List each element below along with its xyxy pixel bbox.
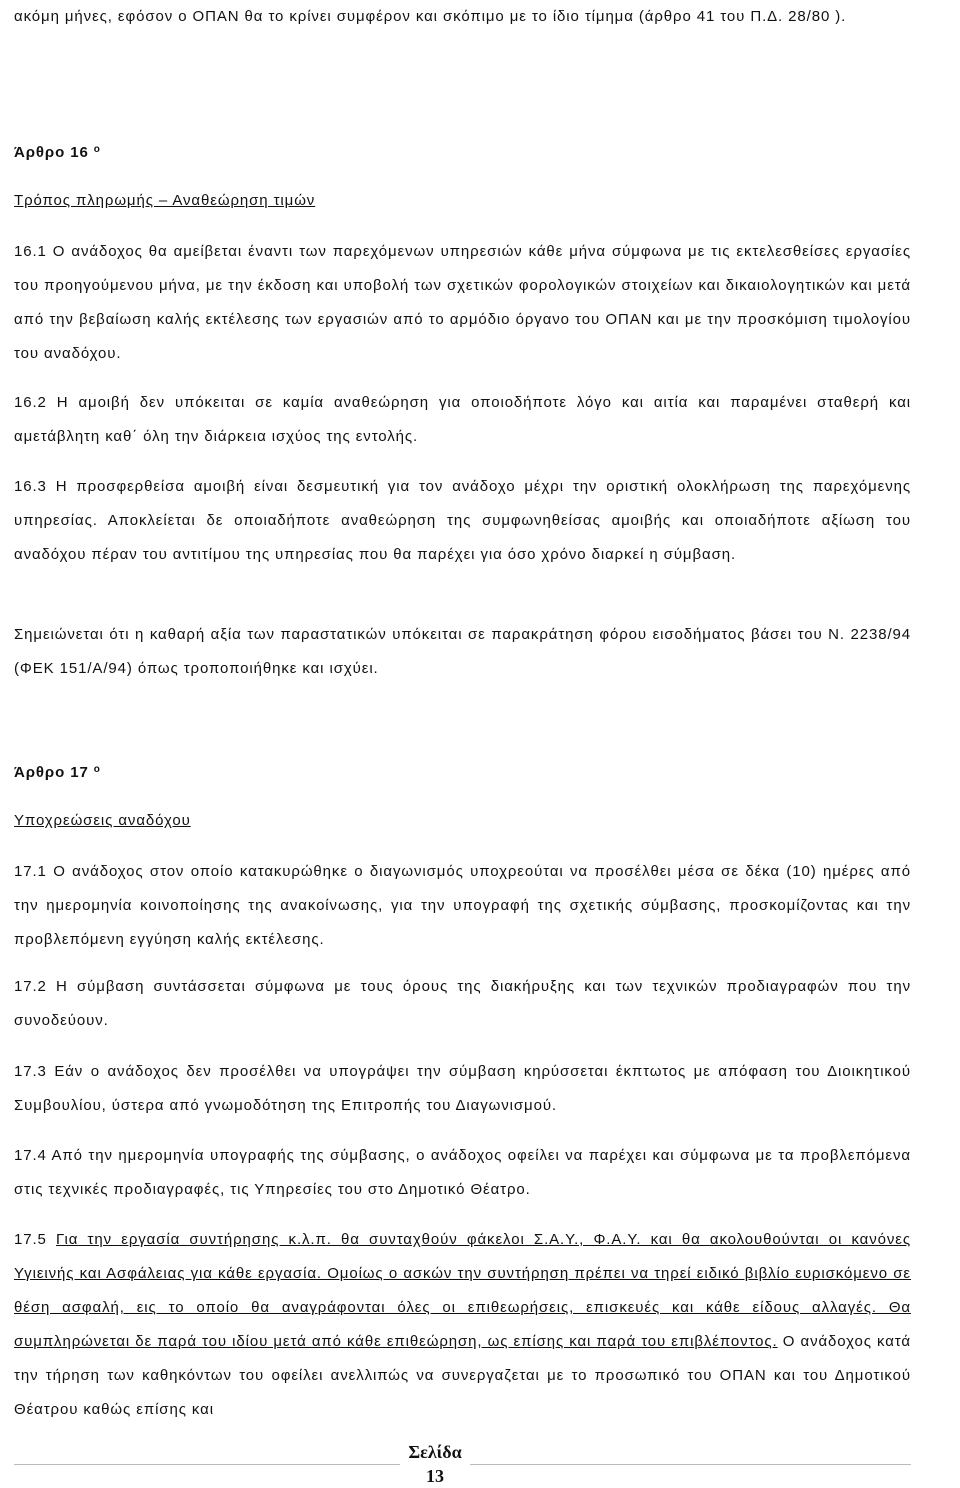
paragraph-continuation: ακόμη μήνες, εφόσον ο ΟΠΑΝ θα το κρίνει συμφέρον και σκόπιμο με το ίδιο τίμημα (άρθρο 41 του Π.Δ. 28/80 ). — [14, 8, 847, 25]
article-16-ordinal: ο — [93, 144, 100, 155]
article-16-heading — [14, 133, 911, 170]
paragraph-17-5 — [14, 1223, 911, 1427]
paragraph-16-2: 16.2 Η αμοιβή δεν υπόκειται σε καμία αναθεώρηση για οποιοδήποτε λόγο και αιτία και παραμένει σταθερή και αμετάβλητη καθ΄ όλη την διάρκεια ισχύος της εντολής. — [14, 394, 911, 445]
paragraph-17-1: 17.1 Ο ανάδοχος στον οποίο κατακυρώθηκε ο διαγωνισμός υποχρεούται να προσέλθει μέσα σε δέκα (10) ημέρες από την ημερομηνία κοινοποίησης της ανακοίνωσης, για την υπογραφή της σχετικής σύμβασης, προσκομίζοντας και την προβλεπόμενη εγγύηση καλής εκτέλεσης. — [14, 863, 911, 948]
page-label: Σελίδα — [408, 1442, 462, 1462]
paragraph-17-5-text: Ο ανάδοχος κατά την τήρηση των καθηκόντων του οφείλει ανελλιπώς να συνεργαζεται με το προσωπικό του ΟΠΑΝ και του Δημοτικού Θέατρου καθώς επίσης και — [14, 1333, 911, 1418]
paragraph-16-3: 16.3 Η προσφερθείσα αμοιβή είναι δεσμευτική για τον ανάδοχο μέχρι την οριστική ολοκλήρωση της παρεχόμενης υπηρεσίας. Αποκλείεται δε οποιαδήποτε αναθεώρηση της συμφωνηθείσας αμοιβής και οποιαδήποτε αξίωση του αναδόχου πέραν του αντιτίμου της υπηρεσίας που θα παρέχει για όσο χρόνο διαρκεί η σύμβαση. — [14, 478, 911, 563]
article-16-subtitle: Τρόπος πληρωμής – Αναθεώρηση τιμών — [14, 192, 316, 209]
page-number-footer — [400, 1440, 470, 1488]
paragraph-16-1: 16.1 Ο ανάδοχος θα αμείβεται έναντι των παρεχόμενων υπηρεσιών κάθε μήνα σύμφωνα με τις εκτελεσθείσες εργασίες του προηγούμενου μήνα, με την έκδοση και υποβολή των σχετικών φορολογικών στοιχείων και δικαιολογητικών και μετά από την βεβαίωση καλής εκτέλεσης των εργασιών από το αρμόδιο όργανο του ΟΠΑΝ και με την προσκόμιση τιμολογίου του αναδόχου. — [14, 243, 911, 362]
article-16-title: Άρθρο 16 — [14, 144, 89, 161]
article-17-heading — [14, 753, 911, 790]
article-17-ordinal: ο — [93, 764, 100, 775]
paragraph-17-5-number: 17.5 — [14, 1231, 57, 1248]
article-17-title: Άρθρο 17 — [14, 764, 89, 781]
paragraph-tax-note: Σημειώνεται ότι η καθαρή αξία των παραστατικών υπόκειται σε παρακράτηση φόρου εισοδήματος βάσει του Ν. 2238/94 (ΦΕΚ 151/Α/94) όπως τροποποιήθηκε και ισχύει. — [14, 626, 911, 677]
paragraph-17-4: 17.4 Από την ημερομηνία υπογραφής της σύμβασης, ο ανάδοχος οφείλει να παρέχει και σύμφωνα με τα προβλεπόμενα στις τεχνικές προδιαγραφές, τις Υπηρεσίες του στο Δημοτικό Θέατρο. — [14, 1147, 911, 1198]
paragraph-17-5-underlined-text: Για την εργασία συντήρησης κ.λ.π. θα συνταχθούν φάκελοι Σ.Α.Υ., Φ.Α.Υ. και θα ακολουθούνται οι κανόνες Υγιεινής και Ασφάλειας για κάθε εργασία. Ομοίως ο ασκών την συντήρηση πρέπει να τηρεί ειδικό βιβλίο ευρισκόμενο σε θέση ασφαλή, εις το οποίο θα αναγράφονται όλες οι επιθεωρήσεις, επισκευές και κάθε είδους αλλαγές. Θα συμπληρώνεται δε παρά του ιδίου μετά από κάθε επιθεώρηση, ως επίσης και παρά του επιβλέποντος. — [14, 1231, 911, 1350]
article-17-subtitle: Υποχρεώσεις αναδόχου — [14, 812, 191, 829]
paragraph-17-3: 17.3 Εάν ο ανάδοχος δεν προσέλθει να υπογράψει την σύμβαση κηρύσσεται έκπτωτος με απόφαση του Διοικητικού Συμβουλίου, ύστερα από γνωμοδότηση της Επιτροπής του Διαγωνισμού. — [14, 1063, 911, 1114]
paragraph-17-2: 17.2 Η σύμβαση συντάσσεται σύμφωνα με τους όρους της διακήρυξης και των τεχνικών προδιαγραφών που την συνοδεύουν. — [14, 978, 911, 1029]
page-number: 13 — [426, 1466, 444, 1486]
